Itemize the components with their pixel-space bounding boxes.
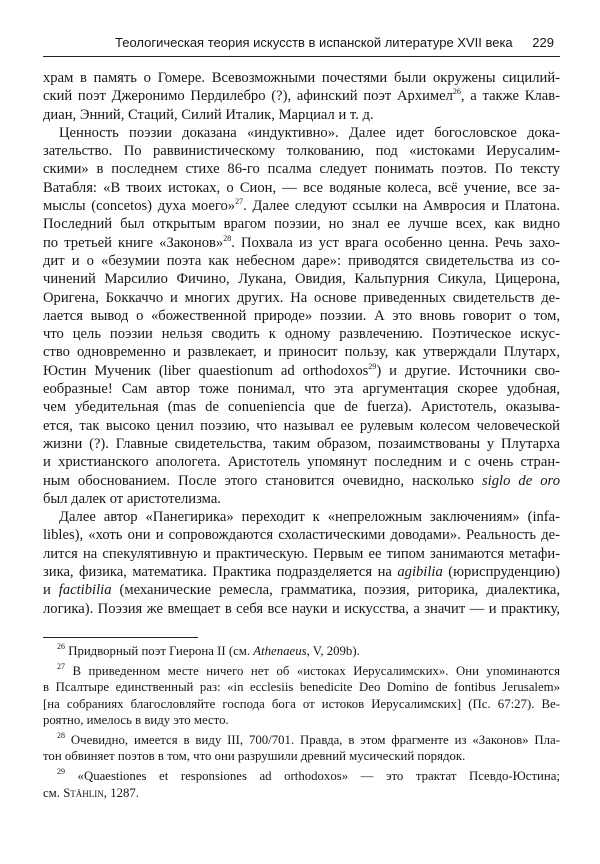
text-line (43, 160, 560, 178)
text-line (43, 270, 560, 288)
text-segment: скими» в последнем стихе 86-го псалма следует понимать поэтов. По тексту (43, 161, 560, 178)
footnote-marker: 26 (57, 642, 65, 651)
footnote-line (43, 732, 560, 748)
text-segment: см. (43, 785, 64, 800)
text-line (43, 69, 560, 87)
text-line (43, 453, 560, 471)
footnote-marker: 26 (452, 87, 461, 97)
text-segment: логика). Поэзия же вмещает в себя все науки и искусства, а значит — и практику, (43, 600, 560, 617)
footnote-marker: 28 (57, 730, 65, 740)
text-line (43, 526, 560, 544)
text-segment: тон обвиняет поэтов в том, что они разрушили древний мусический порядок. (43, 749, 466, 764)
text-segment: , 1287. (103, 785, 139, 800)
text-line (43, 215, 560, 233)
text-line (43, 362, 560, 380)
footnote-line (43, 768, 560, 784)
text-segment: и (43, 582, 59, 599)
text-line (43, 252, 560, 270)
text-segment: Очевидно, имеется в виду III, 700/701. Правда, в этом фрагменте из «Законов» Пла- (65, 732, 560, 747)
footnote-line (43, 748, 560, 764)
footnote-line (43, 679, 560, 695)
footnote-marker: 28 (223, 233, 232, 243)
running-header (43, 32, 560, 57)
footnotes (43, 643, 560, 805)
text-segment: libles), «хоть они и сопровождаются схоластическими доводами». Реальность де- (43, 527, 560, 544)
text-segment: . Похвала из уст врага особенно ценна. Речь захо- (231, 234, 560, 251)
text-segment: Stählin (63, 785, 104, 800)
text-line (43, 325, 560, 343)
text-segment: В приведенном месте ничего нет об «истоках Иерусалимских». Они упоминаются (65, 664, 560, 679)
text-segment: Оригена, Боккаччо и многих других. На основе приведенных свидетельств де- (43, 289, 560, 306)
footnote-line (43, 712, 560, 728)
text-segment: [на собраниях благословляйте господа бога от истоков Иерусалимских] (Пс. 67:27). Ве- (43, 696, 560, 711)
text-segment: мыслы (concetos) духа моего» (43, 198, 236, 215)
footnote-line (43, 643, 560, 659)
footnote-line (43, 785, 560, 801)
text-segment: по третьей книге «Законов» (43, 234, 224, 251)
footnote (43, 732, 560, 764)
text-line (43, 563, 560, 581)
text-segment: Ценность поэзии доказана «индуктивно». Далее идет богословское дока- (59, 124, 560, 141)
text-segment: Юстин Мученик (liber quaestionum ad orthodoxos (43, 362, 369, 379)
text-line (43, 142, 560, 160)
text-segment: ется, так высоко ценил поэзию, что называл ее рулевым колесом человеческой (43, 417, 560, 434)
italic-text: siglo de oro (481, 472, 560, 489)
text-segment: в Псалтыре единственный раз: «in ecclesiis benedicite Deo Domino de fontibus Jerusalem» (43, 680, 560, 695)
text-line (43, 234, 560, 252)
text-segment: Придворный поэт Гиерона II (см. (65, 644, 254, 658)
text-segment: чинений Марсилио Фичино, Лукана, Овидия, Кальпурния Сикула, Цицерона, (43, 271, 560, 288)
text-segment: ным обоснованием. После этого становится очевидно, насколько (43, 472, 482, 489)
text-segment: диан, Энний, Стаций, Силий Италик, Марциал и т. д. (43, 106, 374, 123)
text-line (43, 508, 560, 526)
footnote (43, 663, 560, 728)
text-line (43, 307, 560, 325)
text-segment: чем убедительная (mas de conueniencia que de fuerza). Аристотель, оказыва- (43, 399, 560, 416)
text-segment: . Далее следуют ссылки на Амвросия и Платона. (243, 198, 560, 215)
text-line (43, 435, 560, 453)
text-line (43, 87, 560, 105)
text-segment: роятно, имелось в виду это место. (43, 712, 229, 727)
text-segment: еобразные! Сам автор тоже понимал, что эта аргументация скорее удобная, (43, 381, 560, 398)
text-segment: зательство. По раввинистическому толкованию, под «истоками Иерусалим- (43, 143, 560, 160)
page-number: 229 (532, 35, 554, 50)
text-line (43, 380, 560, 398)
text-segment: ский поэт Джеронимо Пердилебро (?), афинский поэт Архимел (43, 88, 453, 105)
text-segment: Ватабля: «В твоих истоках, о Сион, — все водяные колеса, всё учение, все за- (43, 179, 560, 196)
text-line (43, 124, 560, 142)
text-segment: (механические ремесла, грамматика, поэзия, риторика, диалектика, (111, 582, 560, 599)
text-line (43, 106, 560, 124)
text-segment: «Quaestiones et responsiones ad orthodoxos» — это трактат Псевдо-Юстина; (65, 769, 560, 784)
text-segment: ство одновременно и развлекает, и приносит пользу, как утверждали Плутарх, (43, 344, 560, 361)
footnote-marker: 27 (235, 197, 244, 207)
text-segment: , а также Клав- (460, 88, 560, 105)
text-line (43, 472, 560, 490)
main-text (43, 69, 560, 618)
text-segment: жизни (?). Главные свидетельства, таким образом, позаимствованы у Плутарха (43, 435, 560, 452)
text-segment: лится на спекулятивную и практическую. Первым ее типом занимаются метафи- (43, 545, 560, 562)
text-line (43, 179, 560, 197)
text-segment: что цель поэзии нельзя сводить к одному развлечению. Поэтическое искус- (43, 326, 560, 343)
footnote-marker: 29 (368, 361, 377, 371)
text-segment: ) и другие. Источники сво- (376, 362, 560, 379)
text-line (43, 398, 560, 416)
text-segment: дит и о «безумии поэта как небесном даре»: приводятся свидетельства из со- (43, 252, 560, 269)
running-title: Теологическая теория искусств в испанской литературе XVII века (115, 35, 513, 50)
footnote (43, 768, 560, 800)
text-line (43, 545, 560, 563)
text-line (43, 490, 560, 508)
text-segment: лается вывод о «божественной природе» поэзии. А это вновь говорит о том, (43, 307, 560, 324)
italic-text: factibilia (58, 582, 112, 599)
footnote-line (43, 663, 560, 679)
text-line (43, 289, 560, 307)
italic-text: Athenaeus (253, 644, 307, 658)
text-segment: , V, 209b). (306, 644, 360, 658)
text-segment: Далее автор «Панегирика» переходит к «непреложным заключениям» (infa- (59, 509, 560, 526)
text-segment: Последний был открытым врагом поэзии, но знал ее лучше всех, как видно (43, 216, 560, 233)
text-segment: храм в память о Гомере. Всевозможными почестями были окружены сицилий- (43, 70, 560, 86)
text-segment: (юриспруденцию) (442, 564, 560, 581)
footnote-marker: 29 (57, 767, 65, 777)
text-line (43, 343, 560, 361)
footnote-divider (43, 637, 198, 638)
text-segment: и христианского апологета. Аристотель упомянут последним и с очень стран- (43, 454, 560, 471)
footnote-marker: 27 (57, 662, 65, 672)
text-line (43, 197, 560, 215)
text-line (43, 600, 560, 618)
italic-text: agibilia (397, 564, 443, 581)
text-line (43, 417, 560, 435)
text-segment: был далек от аристотелизма. (43, 490, 221, 507)
footnote (43, 643, 560, 659)
text-line (43, 581, 560, 599)
text-segment: зика, физика, математика. Практика подразделяется на (43, 564, 398, 581)
footnote-line (43, 696, 560, 712)
